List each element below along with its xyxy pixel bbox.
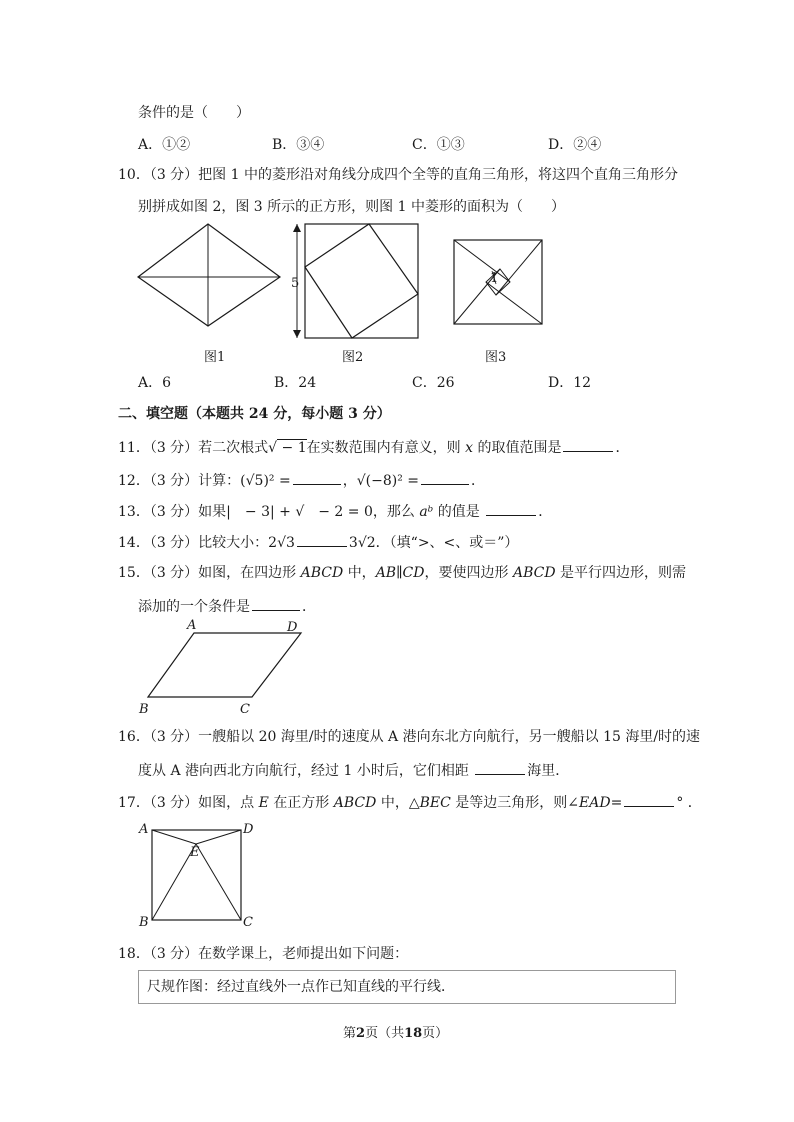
q15-line2: [138, 596, 316, 616]
q15-end: ．: [302, 599, 316, 615]
q18-line1: 18．（3 分）在数学课上，老师提出如下问题：: [118, 946, 409, 962]
q15-text-d: 是平行四边形，则需: [560, 565, 687, 581]
footer-prefix: 第: [343, 1026, 357, 1041]
figure-2-label: 图2: [342, 350, 364, 365]
figure-1-label: 图1: [204, 350, 226, 365]
q13-end: ．: [538, 504, 553, 520]
q12-expr1: (√5)² =: [240, 473, 291, 489]
figure-3-side-label: 1: [490, 271, 499, 286]
q17-label-b: B: [139, 915, 149, 930]
q10-option-b: B．24: [274, 375, 317, 391]
q12-separator: ，: [342, 473, 357, 489]
q15-label-b: B: [139, 702, 149, 717]
q17-bec: BEC: [419, 795, 451, 811]
figure-3-square: [452, 238, 546, 328]
q17-end: ° ．: [676, 795, 702, 811]
q11-end: ．: [615, 440, 630, 456]
q14-suffix: 3√2．（填“>、<、或＝”）: [348, 535, 519, 551]
q11-mid2: 的取值范围是: [477, 440, 562, 456]
q15-text-b: 中，: [347, 565, 376, 581]
q15-line1: [118, 564, 686, 582]
q10-line1: 10．（3 分）把图 1 中的菱形沿对角线分成四个全等的直角三角形，将这四个直角三角形分: [118, 167, 678, 183]
q15-ab-parallel-cd: AB∥CD: [375, 565, 425, 581]
q17-square-figure: [140, 822, 250, 932]
q17-label-c: C: [243, 915, 253, 930]
q17-e: E: [258, 795, 269, 811]
q17-ead: EAD: [579, 795, 611, 811]
q11-radical: √ − 1: [268, 440, 307, 456]
q10-option-a: A．6: [138, 375, 172, 391]
q15-label-a: A: [187, 618, 197, 633]
q13-mid: 的值是: [437, 504, 480, 520]
q12-line: [118, 470, 485, 490]
footer-suffix: 页）: [422, 1026, 449, 1041]
figure-2-side-label: 5: [291, 276, 300, 291]
q12-prefix: 12．（3 分）计算：: [118, 473, 241, 489]
q9-option-b: B．③④: [272, 137, 325, 153]
q11-prefix: 11．（3 分）若二次根式: [118, 440, 269, 456]
section-2-heading: 二、填空题（本题共 24 分，每小题 3 分）: [118, 406, 391, 422]
q17-text-c: 中，△: [380, 795, 420, 811]
q17-equals: =: [610, 795, 623, 811]
q12-answer-blank-1[interactable]: [293, 470, 341, 485]
q16-text-a: 度从 A 港向西北方向航行，经过 1 小时后，它们相距: [138, 763, 469, 779]
q13-prefix: 13．（3 分）如果| − 3| + √ − 2 = 0，那么: [118, 504, 415, 520]
q17-label-d: D: [243, 822, 254, 837]
footer-middle: 页（共: [365, 1026, 405, 1041]
q9-continuation: 条件的是（ ）: [138, 105, 250, 121]
figure-3-label: 图3: [485, 350, 507, 365]
q17-text-d: 是等边三角形，则∠: [455, 795, 580, 811]
q15-answer-blank[interactable]: [252, 596, 300, 611]
q14-prefix: 14．（3 分）比较大小：2√3: [118, 535, 295, 551]
q16-line2: [138, 760, 569, 780]
q10-option-c: C．26: [412, 375, 455, 391]
q17-abcd: ABCD: [333, 795, 377, 811]
q15-abcd: ABCD: [300, 565, 344, 581]
q9-option-d: D．②④: [548, 137, 602, 153]
q16-line1: 16．（3 分）一艘船以 20 海里/时的速度从 A 港向东北方向航行，另一艘船以 15 海里/时的速: [118, 729, 701, 745]
q18-box-text: 尺规作图：经过直线外一点作已知直线的平行线．: [147, 979, 455, 995]
q12-expr2: √(−8)² =: [356, 473, 419, 489]
footer-page-number: 2: [356, 1026, 366, 1041]
figure-2-square: [286, 220, 422, 344]
q17-answer-blank[interactable]: [624, 792, 674, 807]
q15-text-a: 15．（3 分）如图，在四边形: [118, 565, 297, 581]
q9-option-c: C．①③: [412, 137, 465, 153]
q11-answer-blank[interactable]: [563, 437, 613, 452]
q15-text-e: 添加的一个条件是: [138, 599, 250, 615]
q16-answer-blank[interactable]: [475, 760, 525, 775]
q11-mid: 在实数范围内有意义，则: [306, 440, 461, 456]
q17-text-b: 在正方形: [273, 795, 330, 811]
page-footer: [343, 1025, 448, 1043]
q15-text-c: ，要使四边形: [424, 565, 509, 581]
q17-label-e: E: [190, 845, 200, 860]
q12-end: ．: [471, 473, 485, 489]
q11-line: [118, 437, 629, 457]
q14-answer-blank[interactable]: [297, 532, 347, 547]
q15-label-d: D: [287, 620, 298, 635]
q17-line: [118, 792, 702, 812]
q13-line: [118, 501, 552, 521]
q17-text-a: 17．（3 分）如图，点: [118, 795, 255, 811]
q15-label-c: C: [240, 702, 250, 717]
footer-total-pages: 18: [404, 1026, 423, 1041]
q10-option-d: D．12: [548, 375, 592, 391]
q13-answer-blank[interactable]: [486, 501, 536, 516]
q12-answer-blank-2[interactable]: [421, 470, 469, 485]
q16-text-b: 海里．: [527, 763, 570, 779]
q10-line2: 别拼成如图 2，图 3 所示的正方形，则图 1 中菱形的面积为（ ）: [138, 199, 565, 215]
q15-abcd-2: ABCD: [512, 565, 556, 581]
q18-problem-box: [138, 970, 676, 1004]
q14-line: [118, 532, 518, 552]
q9-option-a: A．①②: [138, 137, 191, 153]
figure-1-rhombus: [136, 222, 284, 330]
q13-variable: aᵇ: [419, 504, 434, 520]
q17-label-a: A: [139, 822, 149, 837]
q11-variable: x: [465, 440, 473, 456]
